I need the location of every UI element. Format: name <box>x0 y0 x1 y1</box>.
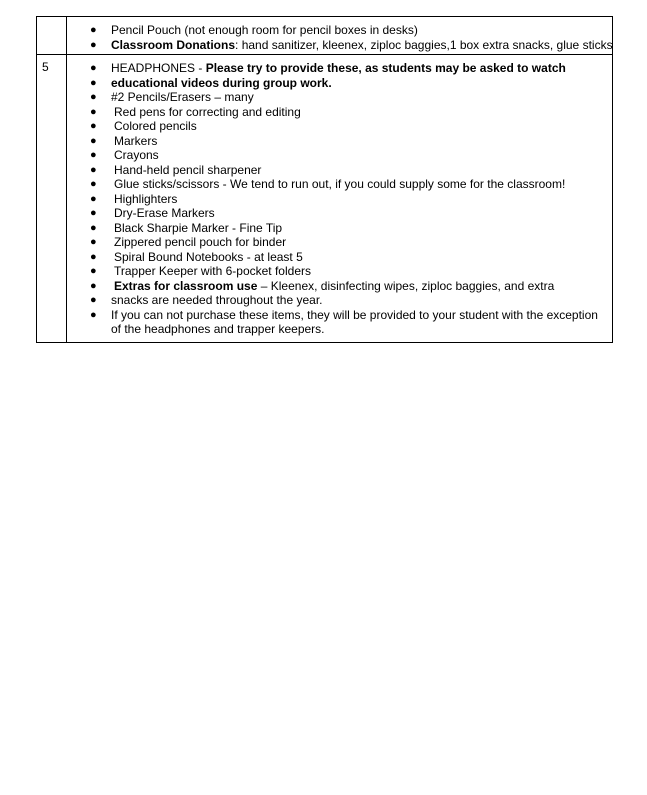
bullet-icon: ● <box>90 279 97 292</box>
bullet-icon: ● <box>90 134 97 147</box>
bullet-icon: ● <box>90 120 97 132</box>
bullet-icon: ● <box>90 62 97 74</box>
list-item: ● HEADPHONES - Please try to provide these, as students may be asked to watch <box>90 61 566 75</box>
bullet-icon: ● <box>90 163 97 176</box>
bullet-icon: ● <box>90 24 97 36</box>
bullet-icon: ● <box>90 149 97 161</box>
items-cell <box>67 55 613 343</box>
bullet-icon: ● <box>90 236 97 248</box>
supply-list-table <box>36 16 613 343</box>
bullet-icon: ● <box>90 308 97 321</box>
list-item: ● Crayons <box>90 148 159 162</box>
table-row <box>37 17 613 55</box>
supply-list <box>67 55 612 342</box>
bullet-icon: ● <box>90 221 97 234</box>
table-row <box>37 55 613 343</box>
grade-label <box>37 17 66 22</box>
list-item: ● educational videos during group work. <box>90 75 332 90</box>
bullet-icon: ● <box>90 91 97 103</box>
items-cell <box>67 17 613 55</box>
supply-list <box>67 17 612 54</box>
list-item: ● If you can not purchase these items, they will be provided to your student with the exception of the headphones and trapper keepers. <box>90 307 598 336</box>
list-item: ● snacks are needed throughout the year. <box>90 293 323 307</box>
list-item: ● Hand-held pencil sharpener <box>90 162 262 177</box>
list-item: ● Colored pencils <box>90 119 197 133</box>
list-item: ● #2 Pencils/Erasers – many <box>90 90 254 104</box>
list-item: ● Zippered pencil pouch for binder <box>90 235 287 249</box>
list-item: ● Dry-Erase Markers <box>90 206 215 220</box>
bullet-icon: ● <box>90 178 97 190</box>
bullet-icon: ● <box>90 207 97 219</box>
bullet-icon: ● <box>90 294 97 306</box>
bullet-icon: ● <box>90 38 97 51</box>
list-item: ● Pencil Pouch (not enough room for pencil boxes in desks) <box>90 23 418 37</box>
list-item: ● Spiral Bound Notebooks - at least 5 <box>90 249 303 264</box>
list-item: ● Glue sticks/scissors - We tend to run out, if you could supply some for the classroom! <box>90 177 566 191</box>
grade-label: 5 <box>42 60 49 74</box>
grade-cell <box>37 55 67 343</box>
bullet-icon: ● <box>90 105 97 118</box>
list-item: ● Red pens for correcting and editing <box>90 104 301 119</box>
bullet-icon: ● <box>90 250 97 263</box>
list-item: ● Markers <box>90 133 158 148</box>
list-item: ● Black Sharpie Marker - Fine Tip <box>90 220 283 235</box>
grade-cell <box>37 17 67 55</box>
list-item: ● Highlighters <box>90 191 178 206</box>
list-item: ● Classroom Donations: hand sanitizer, kleenex, ziploc baggies,1 box extra snacks, glue sticks <box>90 37 613 52</box>
list-item: ● Trapper Keeper with 6-pocket folders <box>90 264 311 278</box>
bullet-icon: ● <box>90 192 97 205</box>
bullet-icon: ● <box>90 265 97 277</box>
bullet-icon: ● <box>90 76 97 89</box>
list-item: ● Extras for classroom use – Kleenex, disinfecting wipes, ziploc baggies, and extra <box>90 278 555 293</box>
